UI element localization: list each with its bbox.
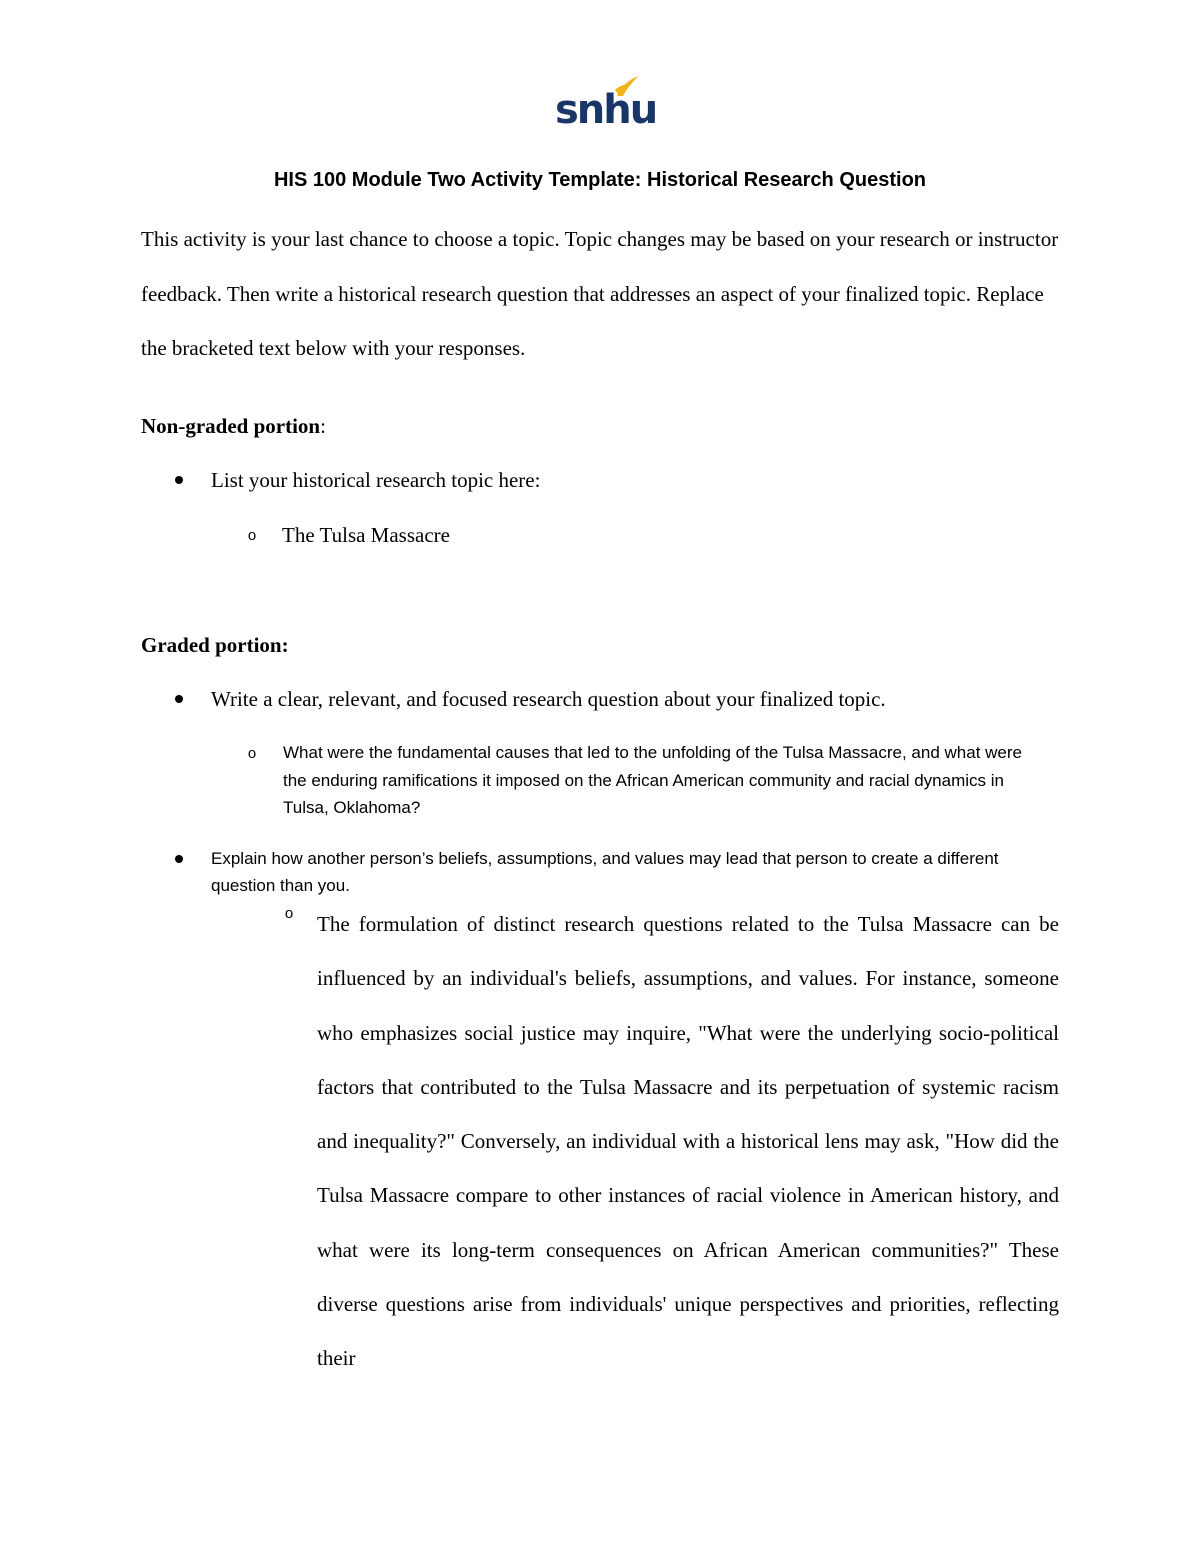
document-title: HIS 100 Module Two Activity Template: Historical Research Question <box>273 169 926 191</box>
bullet-icon <box>174 845 184 873</box>
bullet-icon <box>174 466 184 494</box>
topic-answer: The Tulsa Massacre <box>282 523 450 547</box>
perspective-answer: The formulation of distinct research questions related to the Tulsa Massacre can be influenced by an individual's beliefs, assumptions, and values. For instance, someone who emphasizes social justice may inquire, "What were the underlying socio-political factors that contributed to the Tulsa Massacre and its perpetuation of systemic racism and inequality?" Conversely, an individual with a historical lens may ask, "How did the Tulsa Massacre compare to other instances of racial violence in American history, and what were its long-term consequences on African American communities?" These diverse questions arise from individuals' unique perspectives and priorities, reflecting their <box>317 912 1059 1371</box>
logo-text: snhu <box>555 87 657 133</box>
non-graded-heading-label: Non-graded portion <box>141 414 321 438</box>
research-question-prompt: Write a clear, relevant, and focused research question about your finalized topic. <box>211 687 886 711</box>
graded-heading: Graded portion: <box>141 633 289 657</box>
sub-bullet-icon: o <box>284 905 294 922</box>
sub-bullet-icon: o <box>247 527 257 544</box>
research-question-answer: What were the fundamental causes that led to the unfolding of the Tulsa Massacre, and what were the enduring ramifications it imposed on the African American community and racial dynamics in Tulsa, Oklahoma? <box>283 743 1022 817</box>
snhu-logo <box>555 74 657 134</box>
non-graded-heading-colon: : <box>320 414 326 438</box>
intro-paragraph: This activity is your last chance to choose a topic. Topic changes may be based on your research or instructor feedback. Then write a historical research question that addresses an aspect of your finalized topic. Replace the bracketed text below with your responses. <box>141 227 1059 360</box>
perspective-prompt: Explain how another person’s beliefs, assumptions, and values may lead that person to create a different question than you. <box>211 849 999 895</box>
bullet-icon <box>174 685 184 713</box>
non-graded-heading <box>141 412 326 440</box>
topic-prompt: List your historical research topic here: <box>211 468 541 492</box>
sub-bullet-icon: o <box>247 745 257 762</box>
